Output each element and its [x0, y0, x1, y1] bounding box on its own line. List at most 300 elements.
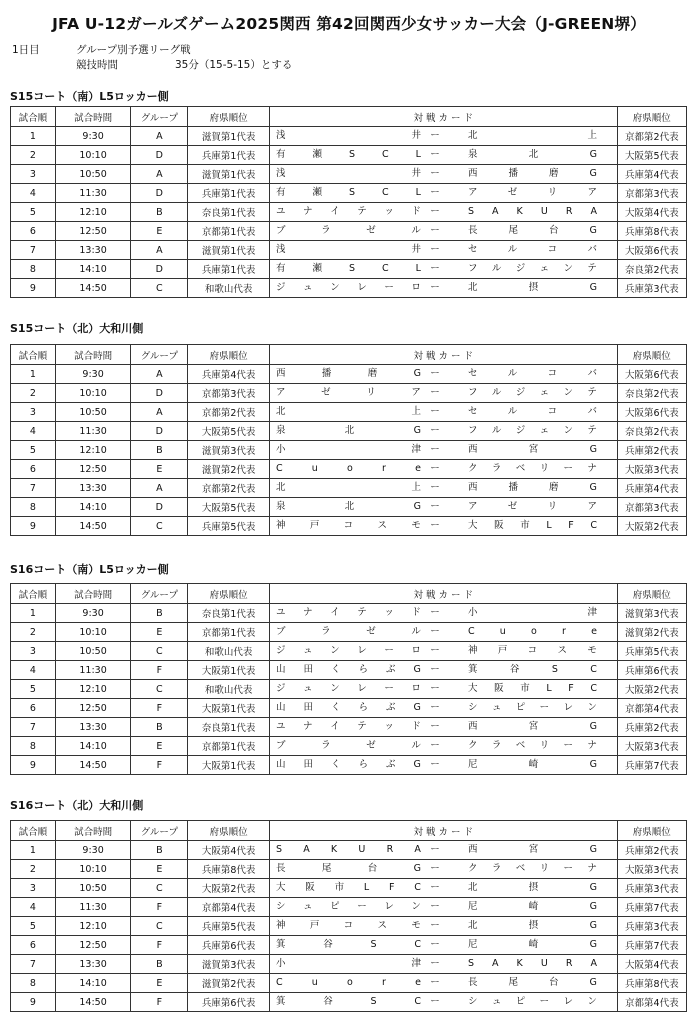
match-group: E — [131, 974, 188, 993]
vs-dash: ー — [430, 721, 440, 732]
away-pref-rank: 大阪第2代表 — [617, 517, 686, 536]
match-order: 3 — [11, 879, 56, 898]
match-card — [269, 460, 617, 479]
home-team: 神 戸 コ ス モ — [275, 920, 421, 931]
away-team: 大 阪 市 L F C — [467, 520, 597, 531]
home-team: ユ ナ イ テ ッ ド — [275, 607, 421, 618]
match-row — [11, 860, 687, 879]
match-order: 1 — [11, 841, 56, 860]
header-time: 試合時間 — [55, 584, 130, 604]
away-team: 尼 崎 G — [467, 901, 597, 912]
match-order: 8 — [11, 737, 56, 756]
home-team: 泉 北 G — [275, 501, 421, 512]
match-group: A — [131, 365, 188, 384]
away-team: 西 宮 G — [467, 444, 597, 455]
match-group: F — [131, 898, 188, 917]
match-group: B — [131, 718, 188, 737]
home-pref-rank: 兵庫第8代表 — [188, 860, 270, 879]
home-team: 北 上 — [275, 482, 421, 493]
match-group: C — [131, 642, 188, 661]
match-time: 9:30 — [55, 127, 130, 146]
match-time: 9:30 — [55, 365, 130, 384]
match-row — [11, 756, 687, 775]
away-team: 西 宮 G — [467, 721, 597, 732]
match-group: D — [131, 384, 188, 403]
vs-dash: ー — [430, 683, 440, 694]
match-card — [269, 403, 617, 422]
match-row — [11, 879, 687, 898]
vs-dash: ー — [430, 958, 440, 969]
vs-dash: ー — [430, 406, 440, 417]
match-card — [269, 279, 617, 298]
vs-dash: ー — [430, 225, 440, 236]
match-time: 14:10 — [55, 974, 130, 993]
home-team: ア ゼ リ ア — [275, 387, 421, 398]
match-card — [269, 841, 617, 860]
match-row — [11, 642, 687, 661]
home-pref-rank: 兵庫第6代表 — [188, 993, 270, 1012]
match-time: 12:10 — [55, 917, 130, 936]
match-group: D — [131, 498, 188, 517]
match-card — [269, 222, 617, 241]
home-team: 長 尾 台 G — [275, 863, 421, 874]
away-team: 長 尾 台 G — [467, 977, 597, 988]
match-time: 12:10 — [55, 203, 130, 222]
match-order: 7 — [11, 241, 56, 260]
away-pref-rank: 大阪第6代表 — [617, 365, 686, 384]
header-card: 対 戦 カ ー ド — [269, 821, 617, 841]
match-time: 14:50 — [55, 993, 130, 1012]
match-row — [11, 403, 687, 422]
vs-dash: ー — [430, 863, 440, 874]
match-table — [10, 344, 687, 536]
header-group: グループ — [131, 107, 188, 127]
match-row — [11, 203, 687, 222]
header-card: 対 戦 カ ー ド — [269, 584, 617, 604]
home-team: 箕 谷 S C — [275, 939, 421, 950]
match-order: 2 — [11, 146, 56, 165]
away-pref-rank: 大阪第2代表 — [617, 680, 686, 699]
match-card — [269, 604, 617, 623]
away-pref-rank: 滋賀第2代表 — [617, 623, 686, 642]
home-pref-rank: 滋賀第2代表 — [188, 974, 270, 993]
away-team: S A K U R A — [467, 958, 597, 969]
home-team: 山 田 く ら ぶ G — [275, 702, 421, 713]
match-card — [269, 260, 617, 279]
away-pref-rank: 大阪第6代表 — [617, 403, 686, 422]
header-time: 試合時間 — [55, 821, 130, 841]
home-team: ユ ナ イ テ ッ ド — [275, 721, 421, 732]
home-pref-rank: 大阪第5代表 — [188, 422, 270, 441]
match-order: 6 — [11, 699, 56, 718]
home-team: ジ ュ ン レ ー ロ — [275, 282, 421, 293]
vs-dash: ー — [430, 740, 440, 751]
home-pref-rank: 京都第3代表 — [188, 384, 270, 403]
match-group: A — [131, 403, 188, 422]
match-order: 8 — [11, 260, 56, 279]
away-team: 神 戸 コ ス モ — [467, 645, 597, 656]
match-time: 14:10 — [55, 260, 130, 279]
match-time: 14:50 — [55, 279, 130, 298]
header-order: 試合順 — [11, 584, 56, 604]
match-order: 4 — [11, 661, 56, 680]
away-team: ア ゼ リ ア — [467, 501, 597, 512]
match-order: 7 — [11, 479, 56, 498]
home-pref-rank: 滋賀第1代表 — [188, 127, 270, 146]
match-card — [269, 917, 617, 936]
match-order: 3 — [11, 165, 56, 184]
match-time: 12:50 — [55, 460, 130, 479]
vs-dash: ー — [430, 664, 440, 675]
header-group: グループ — [131, 345, 188, 365]
match-group: F — [131, 936, 188, 955]
vs-dash: ー — [430, 463, 440, 474]
home-pref-rank: 京都第1代表 — [188, 737, 270, 756]
match-card — [269, 993, 617, 1012]
match-card — [269, 517, 617, 536]
match-row — [11, 737, 687, 756]
match-order: 1 — [11, 604, 56, 623]
home-team: 浅 井 — [275, 244, 421, 255]
vs-dash: ー — [430, 645, 440, 656]
home-pref-rank: 京都第4代表 — [188, 898, 270, 917]
header-order: 試合順 — [11, 107, 56, 127]
away-team: S A K U R A — [467, 206, 597, 217]
away-team: ク ラ ベ リ ー ナ — [467, 863, 597, 874]
home-pref-rank: 滋賀第1代表 — [188, 241, 270, 260]
match-row — [11, 241, 687, 260]
home-team: シ ュ ピ ー レ ン — [275, 901, 421, 912]
match-row — [11, 974, 687, 993]
match-time: 10:50 — [55, 879, 130, 898]
match-group: C — [131, 517, 188, 536]
match-group: A — [131, 127, 188, 146]
home-team: ブ ラ ゼ ル — [275, 626, 421, 637]
match-card — [269, 699, 617, 718]
vs-dash: ー — [430, 425, 440, 436]
match-order: 7 — [11, 955, 56, 974]
header-row — [11, 107, 687, 127]
away-pref-rank: 京都第4代表 — [617, 699, 686, 718]
home-team: 山 田 く ら ぶ G — [275, 664, 421, 675]
match-group: A — [131, 479, 188, 498]
match-order: 8 — [11, 974, 56, 993]
away-pref-rank: 京都第3代表 — [617, 498, 686, 517]
match-card — [269, 146, 617, 165]
match-order: 4 — [11, 898, 56, 917]
match-card — [269, 479, 617, 498]
match-time: 14:10 — [55, 498, 130, 517]
vs-dash: ー — [430, 996, 440, 1007]
away-team: 北 摂 G — [467, 882, 597, 893]
header-row — [11, 345, 687, 365]
header-pref2: 府県順位 — [617, 584, 686, 604]
away-team: セ ル コ バ — [467, 406, 597, 417]
match-time: 10:10 — [55, 623, 130, 642]
vs-dash: ー — [430, 607, 440, 618]
home-team: 小 津 — [275, 958, 421, 969]
match-order: 9 — [11, 756, 56, 775]
away-pref-rank: 兵庫第4代表 — [617, 479, 686, 498]
match-group: B — [131, 604, 188, 623]
home-team: 神 戸 コ ス モ — [275, 520, 421, 531]
match-order: 5 — [11, 680, 56, 699]
match-row — [11, 365, 687, 384]
away-pref-rank: 大阪第4代表 — [617, 955, 686, 974]
away-pref-rank: 奈良第2代表 — [617, 384, 686, 403]
home-pref-rank: 奈良第1代表 — [188, 203, 270, 222]
header-card: 対 戦 カ ー ド — [269, 345, 617, 365]
match-row — [11, 993, 687, 1012]
away-team: 西 宮 G — [467, 844, 597, 855]
vs-dash: ー — [430, 187, 440, 198]
match-time: 12:50 — [55, 936, 130, 955]
home-pref-rank: 和歌山代表 — [188, 680, 270, 699]
header-row — [11, 821, 687, 841]
away-pref-rank: 大阪第3代表 — [617, 860, 686, 879]
match-time: 12:10 — [55, 680, 130, 699]
home-pref-rank: 滋賀第3代表 — [188, 441, 270, 460]
home-pref-rank: 京都第2代表 — [188, 479, 270, 498]
away-pref-rank: 兵庫第6代表 — [617, 661, 686, 680]
match-order: 1 — [11, 127, 56, 146]
header-pref1: 府県順位 — [188, 821, 270, 841]
match-group: C — [131, 879, 188, 898]
match-order: 6 — [11, 460, 56, 479]
match-card — [269, 737, 617, 756]
home-pref-rank: 京都第1代表 — [188, 623, 270, 642]
home-team: ジ ュ ン レ ー ロ — [275, 645, 421, 656]
match-time: 13:30 — [55, 241, 130, 260]
match-row — [11, 498, 687, 517]
match-group: D — [131, 146, 188, 165]
header-order: 試合順 — [11, 821, 56, 841]
day-label: 1日目 — [12, 44, 40, 56]
away-pref-rank: 京都第2代表 — [617, 127, 686, 146]
match-card — [269, 860, 617, 879]
match-order: 5 — [11, 203, 56, 222]
home-team: 山 田 く ら ぶ G — [275, 759, 421, 770]
match-time: 13:30 — [55, 955, 130, 974]
vs-dash: ー — [430, 520, 440, 531]
match-row — [11, 917, 687, 936]
match-order: 4 — [11, 422, 56, 441]
header-pref2: 府県順位 — [617, 345, 686, 365]
match-group: C — [131, 917, 188, 936]
match-row — [11, 699, 687, 718]
match-row — [11, 222, 687, 241]
court-title: S16コート（南）L5ロッカー側 — [10, 563, 169, 576]
match-time: 11:30 — [55, 422, 130, 441]
match-group: F — [131, 661, 188, 680]
match-card — [269, 203, 617, 222]
match-time: 11:30 — [55, 898, 130, 917]
home-pref-rank: 兵庫第1代表 — [188, 260, 270, 279]
away-pref-rank: 奈良第2代表 — [617, 260, 686, 279]
away-team: ア ゼ リ ア — [467, 187, 597, 198]
match-card — [269, 642, 617, 661]
header-row — [11, 584, 687, 604]
match-order: 9 — [11, 993, 56, 1012]
away-team: シ ュ ピ ー レ ン — [467, 702, 597, 713]
match-card — [269, 898, 617, 917]
vs-dash: ー — [430, 263, 440, 274]
match-group: E — [131, 623, 188, 642]
match-group: E — [131, 860, 188, 879]
match-group: C — [131, 279, 188, 298]
match-row — [11, 517, 687, 536]
away-team: 箕 谷 S C — [467, 664, 597, 675]
match-order: 9 — [11, 517, 56, 536]
home-pref-rank: 大阪第1代表 — [188, 699, 270, 718]
vs-dash: ー — [430, 368, 440, 379]
vs-dash: ー — [430, 626, 440, 637]
match-time: 9:30 — [55, 841, 130, 860]
match-order: 2 — [11, 623, 56, 642]
away-pref-rank: 兵庫第7代表 — [617, 936, 686, 955]
away-pref-rank: 兵庫第4代表 — [617, 165, 686, 184]
match-row — [11, 898, 687, 917]
away-team: 西 播 磨 G — [467, 482, 597, 493]
away-pref-rank: 京都第3代表 — [617, 184, 686, 203]
match-card — [269, 718, 617, 737]
match-group: A — [131, 241, 188, 260]
vs-dash: ー — [430, 130, 440, 141]
match-time: 10:50 — [55, 165, 130, 184]
match-table — [10, 820, 687, 1012]
away-team: 西 播 磨 G — [467, 168, 597, 179]
vs-dash: ー — [430, 882, 440, 893]
match-card — [269, 441, 617, 460]
match-card — [269, 974, 617, 993]
away-team: フ ル ジ ェ ン テ — [467, 263, 597, 274]
home-pref-rank: 和歌山代表 — [188, 642, 270, 661]
home-pref-rank: 和歌山代表 — [188, 279, 270, 298]
match-time: 10:10 — [55, 146, 130, 165]
away-team: 尼 崎 G — [467, 759, 597, 770]
court-title: S15コート（南）L5ロッカー側 — [10, 90, 169, 103]
match-order: 7 — [11, 718, 56, 737]
match-row — [11, 441, 687, 460]
vs-dash: ー — [430, 759, 440, 770]
match-card — [269, 756, 617, 775]
home-team: ジ ュ ン レ ー ロ — [275, 683, 421, 694]
match-row — [11, 127, 687, 146]
match-time: 12:50 — [55, 699, 130, 718]
match-time: 10:50 — [55, 642, 130, 661]
match-order: 3 — [11, 403, 56, 422]
away-pref-rank: 兵庫第5代表 — [617, 642, 686, 661]
match-row — [11, 680, 687, 699]
match-row — [11, 279, 687, 298]
home-team: 浅 井 — [275, 130, 421, 141]
match-time: 14:10 — [55, 737, 130, 756]
header-pref1: 府県順位 — [188, 345, 270, 365]
header-time: 試合時間 — [55, 345, 130, 365]
home-pref-rank: 滋賀第1代表 — [188, 165, 270, 184]
match-card — [269, 384, 617, 403]
away-team: フ ル ジ ェ ン テ — [467, 425, 597, 436]
match-order: 5 — [11, 917, 56, 936]
vs-dash: ー — [430, 244, 440, 255]
match-order: 5 — [11, 441, 56, 460]
match-time: 13:30 — [55, 479, 130, 498]
home-team: C u o r e — [275, 463, 421, 474]
home-team: 有 瀬 S C L — [275, 187, 421, 198]
home-pref-rank: 奈良第1代表 — [188, 718, 270, 737]
home-pref-rank: 滋賀第2代表 — [188, 460, 270, 479]
away-pref-rank: 兵庫第2代表 — [617, 718, 686, 737]
home-pref-rank: 大阪第2代表 — [188, 879, 270, 898]
home-pref-rank: 京都第1代表 — [188, 222, 270, 241]
page-title: JFA U-12ガールズゲーム2025関西 第42回関西少女サッカー大会（J-GREEN堺） — [52, 15, 646, 33]
header-pref2: 府県順位 — [617, 821, 686, 841]
away-pref-rank: 大阪第3代表 — [617, 737, 686, 756]
match-card — [269, 127, 617, 146]
home-pref-rank: 京都第2代表 — [188, 403, 270, 422]
match-time: 12:10 — [55, 441, 130, 460]
home-team: ブ ラ ゼ ル — [275, 740, 421, 751]
home-pref-rank: 兵庫第1代表 — [188, 146, 270, 165]
match-order: 3 — [11, 642, 56, 661]
home-pref-rank: 奈良第1代表 — [188, 604, 270, 623]
home-pref-rank: 兵庫第5代表 — [188, 517, 270, 536]
match-row — [11, 384, 687, 403]
match-table — [10, 106, 687, 298]
away-pref-rank: 兵庫第2代表 — [617, 841, 686, 860]
header-pref1: 府県順位 — [188, 107, 270, 127]
header-group: グループ — [131, 584, 188, 604]
away-pref-rank: 滋賀第3代表 — [617, 604, 686, 623]
home-pref-rank: 兵庫第4代表 — [188, 365, 270, 384]
home-pref-rank: 滋賀第3代表 — [188, 955, 270, 974]
home-team: 有 瀬 S C L — [275, 149, 421, 160]
match-group: B — [131, 441, 188, 460]
away-pref-rank: 大阪第5代表 — [617, 146, 686, 165]
vs-dash: ー — [430, 206, 440, 217]
match-row — [11, 936, 687, 955]
header-pref1: 府県順位 — [188, 584, 270, 604]
vs-dash: ー — [430, 920, 440, 931]
away-pref-rank: 兵庫第3代表 — [617, 879, 686, 898]
match-card — [269, 879, 617, 898]
match-card — [269, 936, 617, 955]
match-order: 2 — [11, 860, 56, 879]
home-team: 浅 井 — [275, 168, 421, 179]
away-pref-rank: 兵庫第2代表 — [617, 441, 686, 460]
home-pref-rank: 兵庫第1代表 — [188, 184, 270, 203]
match-time: 9:30 — [55, 604, 130, 623]
match-group: E — [131, 222, 188, 241]
header-pref2: 府県順位 — [617, 107, 686, 127]
away-pref-rank: 奈良第2代表 — [617, 422, 686, 441]
match-group: B — [131, 203, 188, 222]
time-label: 競技時間 — [76, 59, 118, 71]
home-team: 西 播 磨 G — [275, 368, 421, 379]
match-card — [269, 165, 617, 184]
match-order: 8 — [11, 498, 56, 517]
match-order: 6 — [11, 936, 56, 955]
home-team: 小 津 — [275, 444, 421, 455]
match-table — [10, 583, 687, 775]
match-time: 13:30 — [55, 718, 130, 737]
vs-dash: ー — [430, 444, 440, 455]
home-team: 北 上 — [275, 406, 421, 417]
home-pref-rank: 大阪第1代表 — [188, 661, 270, 680]
match-row — [11, 184, 687, 203]
match-card — [269, 623, 617, 642]
match-time: 11:30 — [55, 661, 130, 680]
